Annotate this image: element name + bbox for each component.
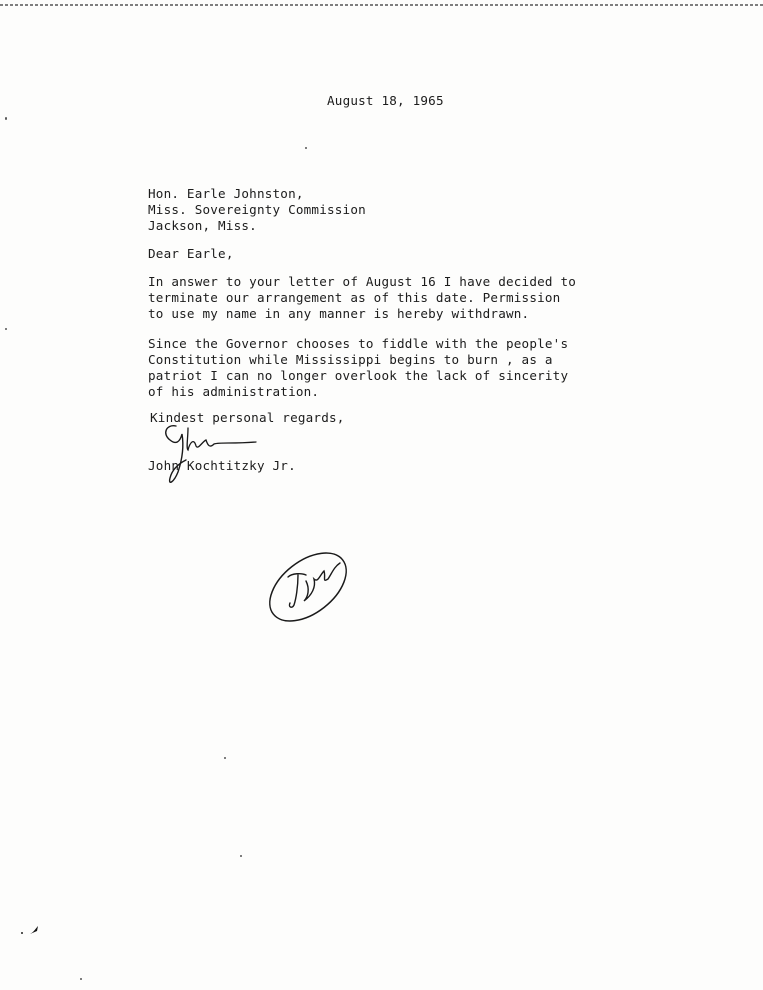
body-line: Constitution while Mississippi begins to burn , as a bbox=[148, 352, 553, 367]
scan-speck bbox=[5, 117, 7, 120]
scan-top-edge bbox=[0, 0, 763, 10]
body-line: patriot I can no longer overlook the lack of sincerity bbox=[148, 368, 569, 383]
typed-signature-name: John Kochtitzky Jr. bbox=[148, 458, 296, 473]
salutation: Dear Earle, bbox=[148, 246, 234, 261]
handwritten-signature bbox=[158, 420, 268, 490]
body-line: terminate our arrangement as of this date. Permission bbox=[148, 290, 561, 305]
letter-date: August 18, 1965 bbox=[327, 93, 444, 108]
body-line: Since the Governor chooses to fiddle with the people's bbox=[148, 336, 569, 351]
address-line: Jackson, Miss. bbox=[148, 218, 257, 233]
scan-ink-mark bbox=[20, 924, 42, 936]
scan-speck bbox=[80, 978, 82, 980]
body-line: to use my name in any manner is hereby withdrawn. bbox=[148, 306, 530, 321]
address-line: Miss. Sovereignty Commission bbox=[148, 202, 366, 217]
body-line: of his administration. bbox=[148, 384, 320, 399]
handwritten-initials-stamp bbox=[262, 545, 357, 630]
recipient-address bbox=[148, 186, 366, 234]
closing-line: Kindest personal regards, bbox=[150, 410, 345, 425]
scan-speck bbox=[5, 328, 7, 330]
scan-speck bbox=[305, 147, 307, 149]
address-line: Hon. Earle Johnston, bbox=[148, 186, 304, 201]
scan-speck bbox=[224, 757, 226, 759]
scan-speck bbox=[240, 855, 242, 857]
body-paragraph-1 bbox=[148, 274, 576, 322]
body-line: In answer to your letter of August 16 I have decided to bbox=[148, 274, 577, 289]
body-paragraph-2 bbox=[148, 336, 568, 400]
